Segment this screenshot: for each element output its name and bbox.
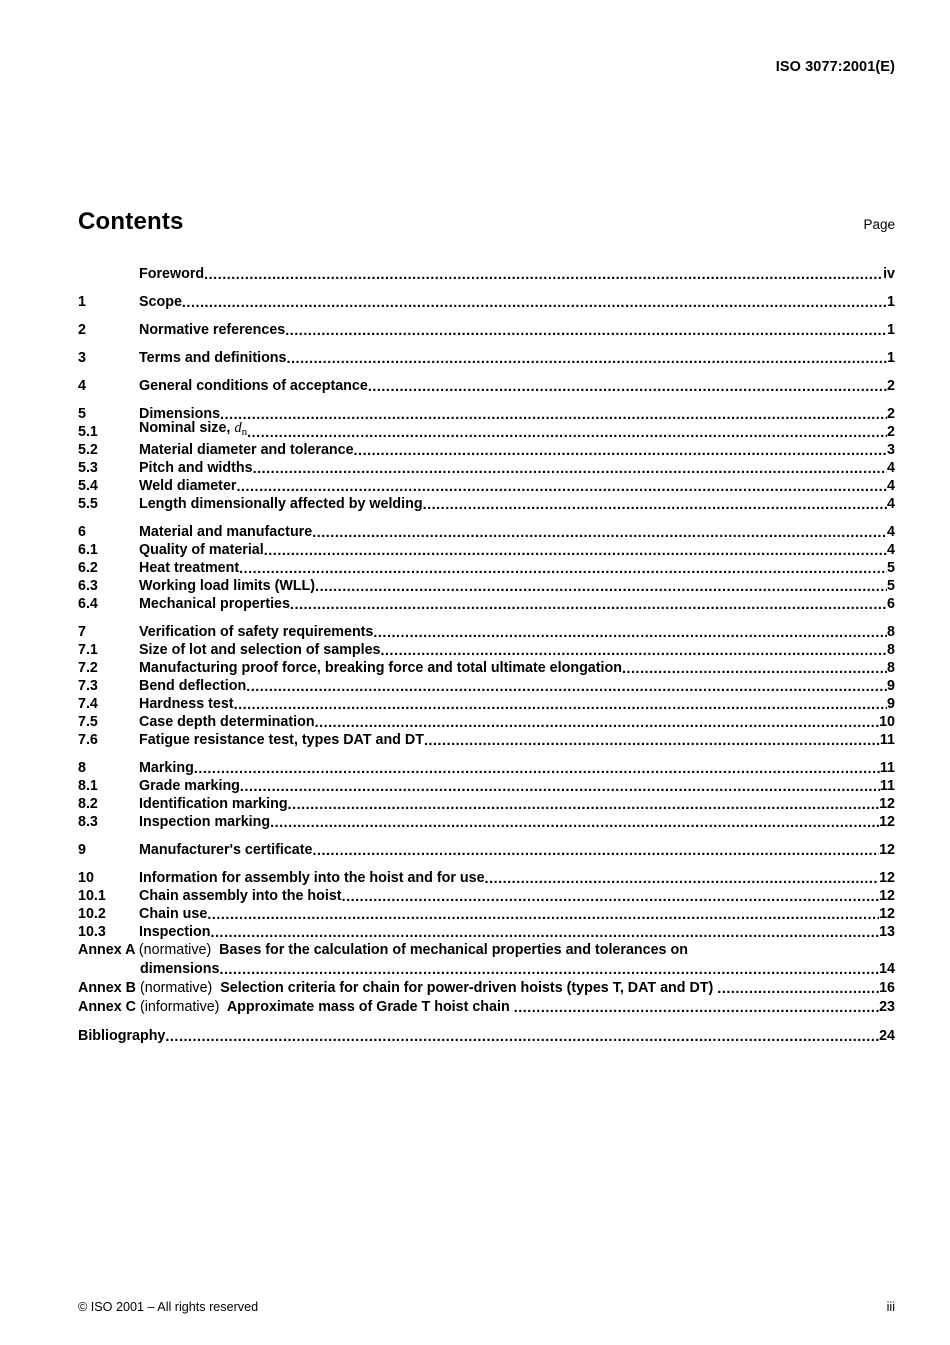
toc-entry-label: Identification marking [139, 796, 288, 812]
toc-entry[interactable] [78, 777, 895, 795]
toc-entry-page: 1 [887, 350, 895, 366]
toc-dot-leader [423, 499, 887, 513]
toc-dot-leader [182, 297, 887, 311]
toc-dot-leader [264, 545, 887, 559]
toc-entry-page: 12 [879, 870, 895, 886]
toc-entry-number: 10.3 [78, 924, 106, 940]
toc-entry-number: 7.1 [78, 642, 98, 658]
toc-entry-label: Size of lot and selection of samples [139, 642, 381, 658]
toc-entry-page: 11 [879, 778, 895, 794]
toc-dot-leader [312, 845, 879, 859]
toc-dot-leader [381, 645, 888, 659]
toc-entry-label: Hardness test [139, 696, 234, 712]
toc-dot-leader [253, 463, 887, 477]
toc-entry-number: 3 [78, 350, 86, 366]
toc-entry-number: 6.3 [78, 578, 98, 594]
toc-entry[interactable] [78, 420, 895, 441]
toc-bibliography-label: Bibliography [78, 1028, 166, 1044]
toc-entry-page: 2 [887, 378, 895, 394]
toc-annex-prefix: Annex C [78, 999, 136, 1015]
toc-dot-leader [234, 699, 887, 713]
toc-entry-label: Verification of safety requirements [139, 624, 374, 640]
toc-entry-label: Grade marking [139, 778, 240, 794]
contents-title-row [78, 208, 895, 236]
toc-dot-leader [622, 663, 887, 677]
toc-entry-page: 12 [879, 888, 895, 904]
toc-entry-number: 7 [78, 624, 86, 640]
toc-bibliography-entry[interactable] [78, 1027, 895, 1045]
toc-entry[interactable] [78, 477, 895, 495]
toc-annex-line-1 [78, 998, 895, 1017]
toc-entry-label: Quality of material [139, 542, 264, 558]
toc-dot-leader [424, 735, 880, 749]
toc-entry[interactable] [78, 349, 895, 367]
toc-entry-label: Foreword [139, 266, 205, 282]
toc-entry-page: 11 [879, 732, 895, 748]
toc-entry-number: 4 [78, 378, 86, 394]
toc-entry[interactable] [78, 677, 895, 695]
toc-entry-number: 5.2 [78, 442, 98, 458]
toc-entry[interactable] [78, 795, 895, 813]
toc-entry-page: 5 [887, 560, 895, 576]
toc-entry[interactable] [78, 641, 895, 659]
page-title: Contents [78, 208, 184, 235]
toc-entry-page: 4 [887, 460, 895, 476]
toc-entry[interactable] [78, 293, 895, 311]
toc-entry-page: 5 [887, 578, 895, 594]
toc-entry[interactable] [78, 441, 895, 459]
toc-dot-leader [165, 1031, 879, 1045]
toc-entry[interactable] [78, 695, 895, 713]
toc-entry-label: Material and manufacture [139, 524, 313, 540]
toc-entry-label: Dimensions [139, 406, 221, 422]
toc-dot-leader [485, 873, 880, 887]
toc-entry-label: Nominal size, $d_n$ [139, 420, 248, 438]
toc-entry-number: 7.5 [78, 714, 98, 730]
toc-entry-number: 5.3 [78, 460, 98, 476]
toc-entry-page: 2 [887, 424, 895, 440]
toc-entry[interactable] [78, 265, 895, 283]
toc-dot-leader [315, 717, 880, 731]
toc-dot-leader [368, 381, 887, 395]
toc-dot-leader [204, 269, 883, 283]
toc-entry-number: 8.1 [78, 778, 98, 794]
page-footer [78, 1300, 895, 1314]
toc-annex-kind: (informative) [139, 999, 220, 1015]
toc-entry-number: 1 [78, 294, 86, 310]
toc-entry-page: 8 [887, 660, 895, 676]
toc-dot-leader [342, 891, 880, 905]
toc-entry[interactable] [78, 595, 895, 613]
toc-entry[interactable] [78, 813, 895, 831]
page-column-label: Page [863, 217, 895, 232]
toc-dot-leader [373, 627, 887, 641]
toc-entry-label: Weld diameter [139, 478, 237, 494]
toc-dot-leader [240, 781, 880, 795]
toc-entry-page: 12 [879, 796, 895, 812]
toc-entry-number: 10.1 [78, 888, 106, 904]
toc-entry-number: 7.6 [78, 732, 98, 748]
toc-entry-page: 12 [879, 842, 895, 858]
toc-entry-page: 12 [879, 814, 895, 830]
toc-entry-page: 10 [879, 714, 895, 730]
toc-annex-kind: (normative) [139, 980, 213, 996]
toc-entry-label: Chain use [139, 906, 208, 922]
toc-dot-leader [285, 325, 887, 339]
toc-entry[interactable] [78, 523, 895, 541]
toc-annex-line-1 [78, 941, 895, 960]
toc-annex-line-1 [78, 979, 895, 998]
toc-annex-title [78, 998, 510, 1017]
toc-annex-title-text: Approximate mass of Grade T hoist chain [226, 999, 510, 1015]
toc-entry-label: Fatigue resistance test, types DAT and DT [139, 732, 424, 748]
toc-dot-leader [220, 409, 887, 423]
footer-copyright: © ISO 2001 – All rights reserved [78, 1300, 259, 1314]
toc-entry[interactable] [78, 713, 895, 731]
toc-entry[interactable] [78, 377, 895, 395]
toc-entry[interactable] [78, 559, 895, 577]
toc-entry-number: 8 [78, 760, 86, 776]
toc-entry-number: 10.2 [78, 906, 106, 922]
toc-entry-label: Bend deflection [139, 678, 247, 694]
toc-annex-prefix: Annex A [78, 942, 135, 958]
toc-entry-label: Mechanical properties [139, 596, 290, 612]
toc-annex-page: 14 [879, 961, 895, 977]
toc-entry-label: Working load limits (WLL) [139, 578, 316, 594]
toc-dot-leader [219, 965, 879, 979]
toc-entry[interactable] [78, 659, 895, 677]
toc-entry-number: 6.4 [78, 596, 98, 612]
toc-dot-leader [239, 563, 887, 577]
toc-dot-leader [312, 527, 887, 541]
toc-entry[interactable] [78, 759, 895, 777]
toc-entry[interactable] [78, 541, 895, 559]
toc-annex-entry[interactable] [78, 941, 895, 979]
toc-entry[interactable] [78, 887, 895, 905]
toc-entry-label: Heat treatment [139, 560, 240, 576]
toc-entry-label: Information for assembly into the hoist and for use [139, 870, 485, 886]
toc-annex-kind: (normative) [138, 942, 212, 958]
toc-entry-number: 2 [78, 322, 86, 338]
running-header-standard-ref: ISO 3077:2001(E) [775, 59, 895, 75]
toc-entry-label: Material diameter and tolerance [139, 442, 354, 458]
toc-entry-number: 7.2 [78, 660, 98, 676]
toc-entry-number: 7.4 [78, 696, 98, 712]
toc-entry-label: Chain assembly into the hoist [139, 888, 342, 904]
toc-entry[interactable] [78, 459, 895, 477]
toc-entry[interactable] [78, 731, 895, 749]
toc-entry-page: 4 [887, 496, 895, 512]
toc-entry[interactable] [78, 321, 895, 339]
toc-entry[interactable] [78, 923, 895, 941]
toc-dot-leader [287, 353, 888, 367]
footer-page-number: iii [886, 1300, 895, 1314]
toc-entry-number: 8.3 [78, 814, 98, 830]
toc-entry-page: 1 [887, 322, 895, 338]
toc-entry-label: Length dimensionally affected by welding [139, 496, 423, 512]
toc-dot-leader [713, 984, 879, 998]
toc-entry-label: Pitch and widths [139, 460, 253, 476]
toc-annex-page: 16 [879, 980, 895, 996]
toc-annex-prefix: Annex B [78, 980, 136, 996]
toc-dot-leader [510, 1003, 879, 1017]
toc-entry-page: 4 [887, 478, 895, 494]
toc-entry-label: General conditions of acceptance [139, 378, 368, 394]
toc-entry[interactable] [78, 869, 895, 887]
toc-entry-number: 5.1 [78, 424, 98, 440]
toc-dot-leader [246, 681, 887, 695]
toc-entry-label: Inspection [139, 924, 211, 940]
toc-entry-number: 8.2 [78, 796, 98, 812]
toc-entry-number: 6.2 [78, 560, 98, 576]
toc-dot-leader [270, 817, 879, 831]
toc-annex-title-cont: dimensions [140, 961, 220, 977]
toc-entry-page: 3 [887, 442, 895, 458]
toc-entry[interactable] [78, 841, 895, 859]
toc-annex-entry[interactable] [78, 998, 895, 1017]
toc-entry-label: Inspection marking [139, 814, 271, 830]
toc-dot-leader [247, 427, 887, 441]
toc-entry-page: 12 [879, 906, 895, 922]
toc-entry[interactable] [78, 495, 895, 513]
toc-entry-label: Terms and definitions [139, 350, 287, 366]
toc-entry[interactable] [78, 905, 895, 923]
toc-entry-number: 6.1 [78, 542, 98, 558]
toc-annex-entry[interactable] [78, 979, 895, 998]
toc-entry-number: 5.4 [78, 478, 98, 494]
toc-entry-number: 9 [78, 842, 86, 858]
toc-entry-page: 6 [887, 596, 895, 612]
toc-dot-leader [315, 581, 887, 595]
toc-annex-line-2 [78, 960, 895, 979]
table-of-contents [78, 265, 895, 1045]
toc-dot-leader [207, 909, 879, 923]
toc-dot-leader [211, 927, 880, 941]
toc-annex-page: 23 [879, 999, 895, 1015]
toc-entry-label: Case depth determination [139, 714, 315, 730]
toc-annex-title: Bases for the calculation of mechanical properties and tolerances on [219, 942, 688, 958]
toc-entry-number: 10 [78, 870, 94, 886]
toc-dot-leader [194, 763, 880, 777]
toc-entry-page: 11 [879, 760, 895, 776]
toc-entry-page: 8 [887, 624, 895, 640]
toc-entry-page: 8 [887, 642, 895, 658]
toc-entry[interactable] [78, 623, 895, 641]
toc-entry-page: 1 [887, 294, 895, 310]
toc-bibliography-page: 24 [879, 1028, 895, 1044]
toc-dot-leader [290, 599, 887, 613]
toc-entry-page: 4 [887, 542, 895, 558]
toc-entry-number: 5 [78, 406, 86, 422]
toc-entry-label: Manufacturing proof force, breaking force and total ultimate elongation [139, 660, 622, 676]
toc-entry-label: Marking [139, 760, 194, 776]
toc-entry-number: 6 [78, 524, 86, 540]
toc-entry-page: 9 [887, 696, 895, 712]
toc-entry-label: Normative references [139, 322, 286, 338]
toc-entry[interactable] [78, 577, 895, 595]
toc-dot-leader [288, 799, 880, 813]
toc-entry-label: Manufacturer's certificate [139, 842, 313, 858]
toc-entry-page: 4 [887, 524, 895, 540]
toc-dot-leader [236, 481, 887, 495]
toc-annex-title-text: Selection criteria for chain for power-driven hoists (types T, DAT and DT) [220, 980, 714, 996]
toc-dot-leader [354, 445, 888, 459]
toc-entry-number: 7.3 [78, 678, 98, 694]
toc-entry-page: 13 [879, 924, 895, 940]
toc-entry-page: iv [883, 266, 895, 282]
toc-entry-page: 9 [887, 678, 895, 694]
toc-entry-page: 2 [887, 406, 895, 422]
toc-entry-number: 5.5 [78, 496, 98, 512]
toc-entry-label: Scope [139, 294, 182, 310]
toc-annex-title [78, 979, 713, 998]
